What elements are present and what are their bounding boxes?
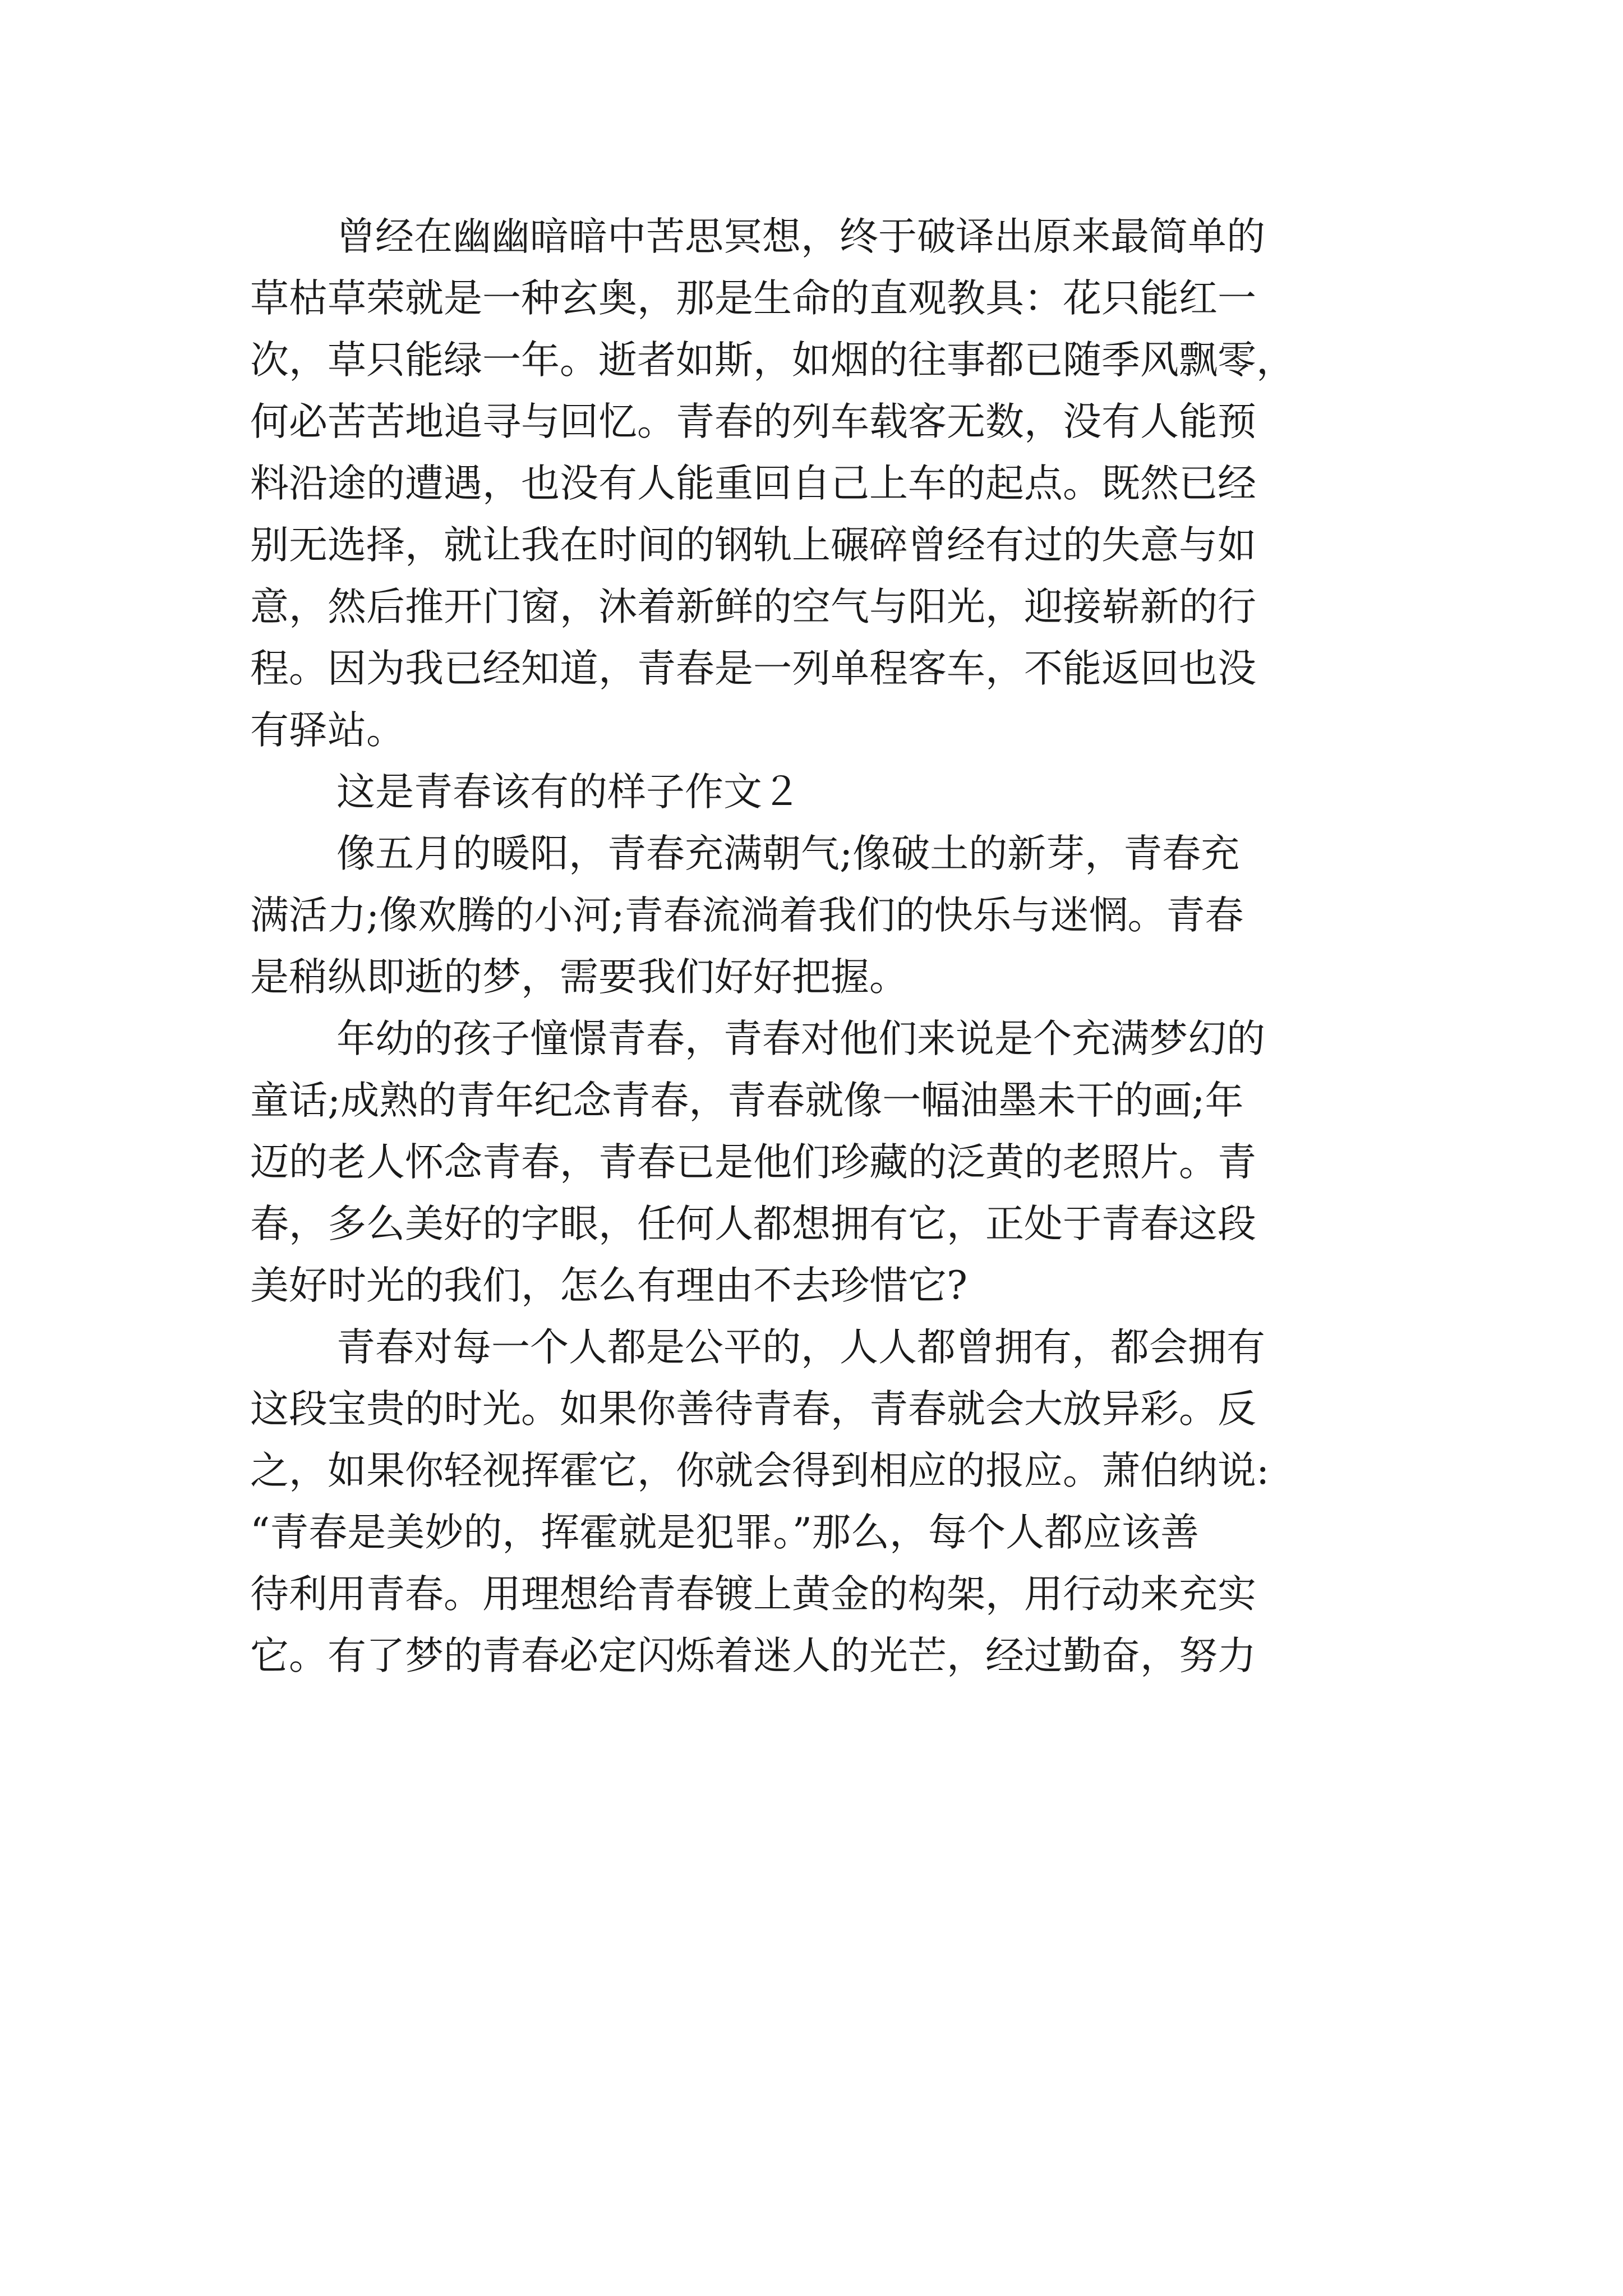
- text-line: 童话;成熟的青年纪念青春，青春就像一幅油墨未干的画;年: [250, 1078, 1244, 1123]
- text-line: 何必苦苦地追寻与回忆。青春的列车载客无数，没有人能预: [250, 399, 1256, 444]
- text-line: 料沿途的遭遇，也没有人能重回自己上车的起点。既然已经: [250, 461, 1256, 506]
- text-line: 曾经在幽幽暗暗中苦思冥想，终于破译出原来最简单的: [336, 214, 1265, 259]
- text-line: 春，多么美好的字眼，任何人都想拥有它，正处于青春这段: [250, 1202, 1256, 1246]
- section-heading: 这是青春该有的样子作文２: [336, 770, 801, 815]
- text-line: 意，然后推开门窗，沐着新鲜的空气与阳光，迎接崭新的行: [250, 585, 1256, 629]
- text-line: “青春是美妙的，挥霍就是犯罪。”那么，每个人都应该善: [250, 1510, 1200, 1555]
- text-line: 之，如果你轻视挥霍它，你就会得到相应的报应。萧伯纳说:: [250, 1448, 1270, 1493]
- text-line: 程。因为我已经知道，青春是一列单程客车，不能返回也没: [250, 646, 1256, 691]
- text-line: 迈的老人怀念青春，青春已是他们珍藏的泛黄的老照片。青: [250, 1140, 1256, 1185]
- text-line: 年幼的孩子憧憬青春，青春对他们来说是个充满梦幻的: [336, 1016, 1265, 1061]
- text-line: 待利用青春。用理想给青春镀上黄金的构架，用行动来充实: [250, 1572, 1256, 1617]
- text-line: 别无选择，就让我在时间的钢轨上碾碎曾经有过的失意与如: [250, 523, 1256, 568]
- text-line: 草枯草荣就是一种玄奥，那是生命的直观教具：花只能红一: [250, 276, 1256, 321]
- text-line: 它。有了梦的青春必定闪烁着迷人的光芒，经过勤奋，努力: [250, 1634, 1256, 1678]
- text-line: 像五月的暖阳，青春充满朝气;像破土的新芽，青春充: [336, 831, 1240, 876]
- text-line: 青春对每一个人都是公平的，人人都曾拥有，都会拥有: [336, 1325, 1265, 1370]
- text-line: 满活力;像欢腾的小河;青春流淌着我们的快乐与迷惘。青春: [250, 893, 1244, 938]
- text-line: 美好时光的我们，怎么有理由不去珍惜它?: [250, 1263, 967, 1308]
- text-line: 有驿站。: [250, 708, 405, 753]
- text-line: 次，草只能绿一年。逝者如斯，如烟的往事都已随季风飘零，: [250, 338, 1295, 383]
- text-line: 是稍纵即逝的梦，需要我们好好把握。: [250, 955, 908, 1000]
- text-line: 这段宝贵的时光。如果你善待青春，青春就会大放异彩。反: [250, 1387, 1256, 1432]
